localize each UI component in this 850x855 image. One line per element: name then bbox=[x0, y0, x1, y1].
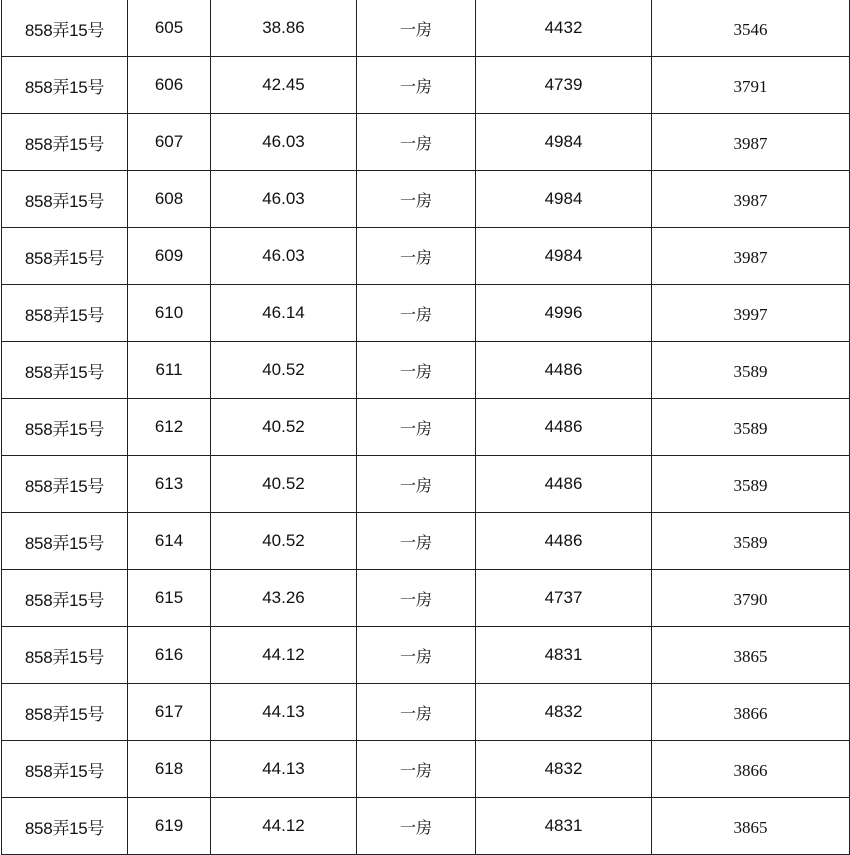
area-cell: 40.52 bbox=[211, 342, 357, 399]
price-b-cell: 3791 bbox=[652, 57, 850, 114]
price-b-cell: 3546 bbox=[652, 0, 850, 57]
type-cell: 一房 bbox=[357, 570, 476, 627]
price-b-cell: 3987 bbox=[652, 171, 850, 228]
price-a-cell: 4984 bbox=[476, 228, 652, 285]
address-cell: 858弄15号 bbox=[2, 399, 128, 456]
area-cell: 43.26 bbox=[211, 570, 357, 627]
table-row bbox=[2, 798, 850, 855]
room-cell: 610 bbox=[128, 285, 211, 342]
price-a-cell: 4486 bbox=[476, 399, 652, 456]
price-a-cell: 4831 bbox=[476, 627, 652, 684]
rental-table bbox=[1, 0, 850, 855]
price-a-cell: 4984 bbox=[476, 171, 652, 228]
table-row bbox=[2, 342, 850, 399]
price-b-cell: 3589 bbox=[652, 456, 850, 513]
price-a-cell: 4486 bbox=[476, 456, 652, 513]
table-row bbox=[2, 228, 850, 285]
type-cell: 一房 bbox=[357, 57, 476, 114]
room-cell: 618 bbox=[128, 741, 211, 798]
rental-table-body bbox=[2, 0, 850, 855]
price-b-cell: 3866 bbox=[652, 741, 850, 798]
table-row bbox=[2, 741, 850, 798]
type-cell: 一房 bbox=[357, 798, 476, 855]
price-b-cell: 3997 bbox=[652, 285, 850, 342]
area-cell: 46.03 bbox=[211, 228, 357, 285]
table-row bbox=[2, 513, 850, 570]
table-row bbox=[2, 171, 850, 228]
price-b-cell: 3589 bbox=[652, 399, 850, 456]
area-cell: 46.03 bbox=[211, 114, 357, 171]
table-row bbox=[2, 0, 850, 57]
area-cell: 38.86 bbox=[211, 0, 357, 57]
area-cell: 40.52 bbox=[211, 456, 357, 513]
type-cell: 一房 bbox=[357, 741, 476, 798]
price-a-cell: 4831 bbox=[476, 798, 652, 855]
table-row bbox=[2, 114, 850, 171]
type-cell: 一房 bbox=[357, 342, 476, 399]
price-b-cell: 3987 bbox=[652, 228, 850, 285]
table-row bbox=[2, 570, 850, 627]
room-cell: 612 bbox=[128, 399, 211, 456]
price-a-cell: 4984 bbox=[476, 114, 652, 171]
address-cell: 858弄15号 bbox=[2, 741, 128, 798]
area-cell: 42.45 bbox=[211, 57, 357, 114]
price-a-cell: 4432 bbox=[476, 0, 652, 57]
area-cell: 44.12 bbox=[211, 798, 357, 855]
type-cell: 一房 bbox=[357, 171, 476, 228]
address-cell: 858弄15号 bbox=[2, 114, 128, 171]
area-cell: 46.14 bbox=[211, 285, 357, 342]
price-a-cell: 4737 bbox=[476, 570, 652, 627]
type-cell: 一房 bbox=[357, 627, 476, 684]
room-cell: 611 bbox=[128, 342, 211, 399]
table-row bbox=[2, 684, 850, 741]
area-cell: 44.13 bbox=[211, 684, 357, 741]
address-cell: 858弄15号 bbox=[2, 57, 128, 114]
area-cell: 44.12 bbox=[211, 627, 357, 684]
price-a-cell: 4486 bbox=[476, 513, 652, 570]
type-cell: 一房 bbox=[357, 114, 476, 171]
price-a-cell: 4486 bbox=[476, 342, 652, 399]
address-cell: 858弄15号 bbox=[2, 0, 128, 57]
area-cell: 46.03 bbox=[211, 171, 357, 228]
room-cell: 619 bbox=[128, 798, 211, 855]
type-cell: 一房 bbox=[357, 285, 476, 342]
address-cell: 858弄15号 bbox=[2, 285, 128, 342]
price-b-cell: 3589 bbox=[652, 342, 850, 399]
price-a-cell: 4996 bbox=[476, 285, 652, 342]
area-cell: 40.52 bbox=[211, 513, 357, 570]
table-row bbox=[2, 285, 850, 342]
price-a-cell: 4739 bbox=[476, 57, 652, 114]
price-b-cell: 3865 bbox=[652, 627, 850, 684]
type-cell: 一房 bbox=[357, 399, 476, 456]
price-b-cell: 3987 bbox=[652, 114, 850, 171]
type-cell: 一房 bbox=[357, 684, 476, 741]
price-a-cell: 4832 bbox=[476, 741, 652, 798]
type-cell: 一房 bbox=[357, 0, 476, 57]
address-cell: 858弄15号 bbox=[2, 342, 128, 399]
room-cell: 614 bbox=[128, 513, 211, 570]
area-cell: 44.13 bbox=[211, 741, 357, 798]
address-cell: 858弄15号 bbox=[2, 513, 128, 570]
table-row bbox=[2, 627, 850, 684]
price-a-cell: 4832 bbox=[476, 684, 652, 741]
room-cell: 617 bbox=[128, 684, 211, 741]
price-b-cell: 3790 bbox=[652, 570, 850, 627]
price-b-cell: 3865 bbox=[652, 798, 850, 855]
room-cell: 607 bbox=[128, 114, 211, 171]
address-cell: 858弄15号 bbox=[2, 456, 128, 513]
table-row bbox=[2, 57, 850, 114]
address-cell: 858弄15号 bbox=[2, 684, 128, 741]
area-cell: 40.52 bbox=[211, 399, 357, 456]
room-cell: 615 bbox=[128, 570, 211, 627]
table-row bbox=[2, 399, 850, 456]
room-cell: 616 bbox=[128, 627, 211, 684]
type-cell: 一房 bbox=[357, 228, 476, 285]
table-row bbox=[2, 456, 850, 513]
price-b-cell: 3866 bbox=[652, 684, 850, 741]
room-cell: 605 bbox=[128, 0, 211, 57]
price-b-cell: 3589 bbox=[652, 513, 850, 570]
type-cell: 一房 bbox=[357, 513, 476, 570]
room-cell: 613 bbox=[128, 456, 211, 513]
room-cell: 609 bbox=[128, 228, 211, 285]
room-cell: 608 bbox=[128, 171, 211, 228]
address-cell: 858弄15号 bbox=[2, 228, 128, 285]
room-cell: 606 bbox=[128, 57, 211, 114]
address-cell: 858弄15号 bbox=[2, 798, 128, 855]
address-cell: 858弄15号 bbox=[2, 570, 128, 627]
type-cell: 一房 bbox=[357, 456, 476, 513]
address-cell: 858弄15号 bbox=[2, 171, 128, 228]
address-cell: 858弄15号 bbox=[2, 627, 128, 684]
